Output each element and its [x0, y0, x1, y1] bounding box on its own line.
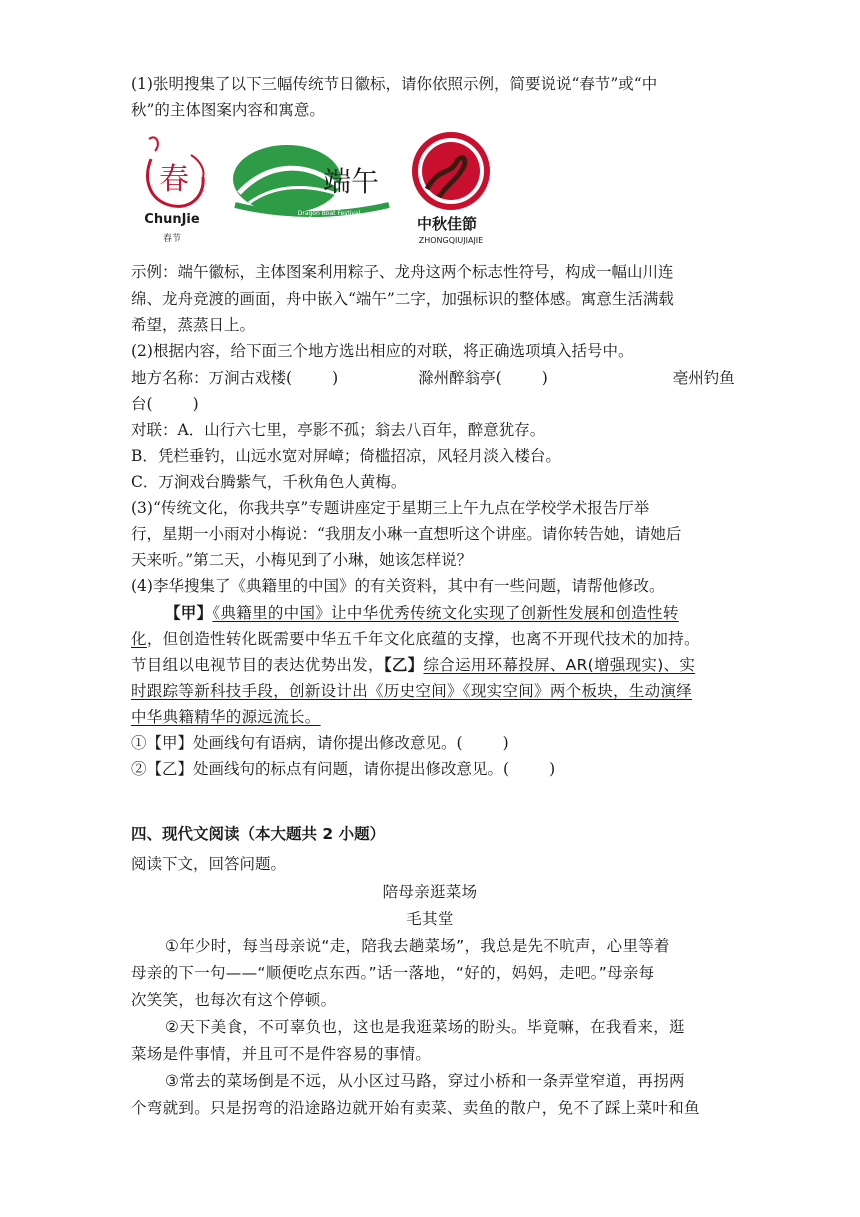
q2-place-c2: 台(	[131, 395, 153, 413]
q3-line-2: 行，星期一小雨对小梅说：“我朋友小琳一直想听这个讲座。请你转告她，请她后	[131, 525, 682, 543]
mid-autumn-logo-glyph: 中秋佳節	[416, 215, 478, 233]
q2-place-b: 滁州醉翁亭(	[418, 369, 502, 387]
spring-festival-logo	[131, 127, 213, 247]
q4-sub-2-text: ②【乙】处画线句的标点有问题，请你提出修改意见。(	[131, 760, 510, 778]
dragon-logo-en: Dragon Boat Festival	[297, 210, 361, 217]
example-line-2: 绵、龙舟竞渡的画面，舟中嵌入“端午”二字，加强标识的整体感。寓意生活满载	[131, 290, 674, 308]
dragon-logo-glyph: 端午	[322, 165, 380, 198]
q1-line-2: 秋”的主体图案内容和寓意。	[131, 101, 325, 119]
q4-intro: (4)李华搜集了《典籍里的中国》的有关资料，其中有一些问题，请帮他修改。	[131, 577, 665, 595]
para-2-line-1: ②天下美食，不可辜负也，这也是我逛菜场的盼头。毕竟嘛，在我看来，逛	[165, 1018, 685, 1036]
q2-place-a: 地方名称：万涧古戏楼(	[131, 369, 293, 387]
para-2-line-2: 菜场是件事情，并且可不是件容易的事情。	[131, 1045, 432, 1063]
q4-passage-line-3-text: 节目组以电视节目的表达优势出发，	[131, 656, 384, 674]
q4-jia-underline-2: 化	[131, 630, 147, 648]
q2-intro: (2)根据内容，给下面三个地方选出相应的对联，将正确选项填入括号中。	[131, 342, 634, 360]
q4-jia-underline-1: 《典籍里的中国》让中华优秀传统文化实现了创新性发展和创造性转	[212, 604, 679, 622]
example-line-3: 希望，蒸蒸日上。	[131, 316, 256, 334]
q2-places-line	[131, 366, 735, 390]
q2-option-a: 对联：A．山行六七里，亭影不孤；翁去八百年，醉意犹存。	[131, 421, 546, 439]
q4-mark-jia: 【甲】	[165, 604, 213, 622]
q4-yi-underline-2: 时跟踪等新科技手段，创新设计出《历史空间》《现实空间》两个板块，生动演绎	[131, 682, 693, 700]
q4-yi-underline-1: 综合运用环幕投屏、AR(增强现实)、实	[423, 656, 696, 674]
q3-line-3: 天来听。”第二天，小梅见到了小琳，她该怎样说？	[131, 551, 473, 569]
q4-sub-2-close: )	[549, 760, 556, 778]
q4-sub-2	[131, 757, 555, 781]
example-line-1: 示例：端午徽标，主体图案利用粽子、龙舟这两个标志性符号，构成一幅山川连	[131, 263, 674, 281]
mid-autumn-logo	[405, 131, 497, 247]
mid-autumn-logo-en: ZHONGQIUJIAJIE	[418, 236, 484, 245]
q4-sub-1-text: ①【甲】处画线句有语病，请你提出修改意见。(	[131, 734, 463, 752]
para-3-line-2: 个弯就到。只是拐弯的沿途路边就开始有卖菜、卖鱼的散户，免不了踩上菜叶和鱼	[131, 1099, 700, 1117]
spring-logo-en: ChunJie	[144, 212, 200, 227]
q4-passage-line-2-rest: ，但创造性转化既需要中华五千年文化底蕴的支撑，也离不开现代技术的加持。	[146, 630, 700, 648]
q2-option-b: B．凭栏垂钓，山远水宽对屏嶂；倚槛招凉，风轻月淡入楼台。	[131, 447, 561, 465]
q4-passage-line-2	[131, 627, 700, 651]
para-1-line-1: ①年少时，每当母亲说“走，陪我去趟菜场”，我总是先不吭声，心里等着	[165, 937, 670, 955]
dragon-boat-logo	[229, 141, 394, 223]
article-author: 毛其堂	[406, 910, 454, 928]
q4-sub-1-close: )	[502, 734, 509, 752]
q4-sub-1	[131, 731, 509, 755]
q4-mark-yi: 【乙】	[383, 656, 424, 674]
q2-place-c: 亳州钓鱼	[672, 369, 735, 387]
article-title: 陪母亲逛菜场	[382, 883, 478, 901]
q4-yi-underline-3: 中华典籍精华的源远流长。	[131, 708, 321, 726]
para-1-line-2: 母亲的下一句——“顺便吃点东西。”话一落地，“好的，妈妈，走吧。”母亲每	[131, 964, 655, 982]
q4-passage-line-3	[131, 653, 695, 677]
spring-logo-glyph: 春	[159, 162, 189, 197]
q4-passage-line-1	[165, 601, 679, 625]
q2-place-a-close: )	[332, 369, 339, 387]
q2-place-b-close: )	[541, 369, 548, 387]
q2-place-c2-close: )	[192, 395, 199, 413]
para-1-line-3: 次笑笑，也每次有这个停顿。	[131, 991, 337, 1009]
spring-logo-cn: 春节	[162, 234, 182, 244]
section-4-instruction: 阅读下文，回答问题。	[131, 855, 287, 873]
q1-line-1: (1)张明搜集了以下三幅传统节日徽标，请你依照示例，简要说说“春节”或“中	[131, 75, 658, 93]
section-4-heading: 四、现代文阅读（本大题共 2 小题）	[131, 825, 386, 843]
para-3-line-1: ③常去的菜场倒是不远，从小区过马路，穿过小桥和一条弄堂窄道，再拐两	[165, 1072, 685, 1090]
q2-place-c-line2	[131, 392, 199, 416]
q3-line-1: (3)“传统文化，你我共享”专题讲座定于星期三上午九点在学校学术报告厅举	[131, 499, 650, 517]
q2-option-c: C．万涧戏台腾紫气，千秋角色人黄梅。	[131, 473, 407, 491]
